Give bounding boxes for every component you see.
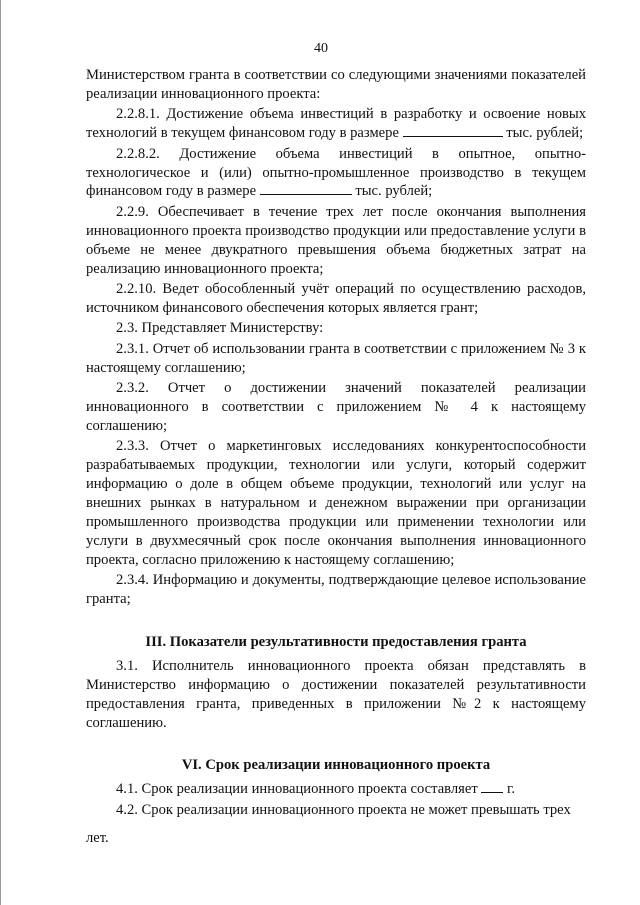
page-number: 40 <box>314 41 328 56</box>
paragraph-text: 2.2.8.1. Достижение объема инвестиций в разработку и освоение новых технологий в текущем финансовом году в размере <box>86 106 586 142</box>
paragraph-2-2-8-2 <box>86 145 586 202</box>
paragraph-3-1: 3.1. Исполнитель инновационного проекта обязан представлять в Министерство информацию о достижении показателей результативности предоставления гранта, приведенных в приложении №2 к настоящему соглашению. <box>86 657 586 731</box>
paragraph-4-2: 4.2. Срок реализации инновационного проекта не может превышать трех <box>116 801 571 818</box>
paragraph-text: 4.1. Срок реализации инновационного проекта составляет <box>116 781 478 798</box>
paragraph-2-2-10: 2.2.10. Ведет обособленный учёт операций по осуществлению расходов, источником финансового обеспечения которых является грант; <box>86 280 586 316</box>
blank-field <box>260 182 352 195</box>
paragraph-2-2-8-1 <box>86 105 586 143</box>
paragraph-intro: Министерством гранта в соответствии со следующими значениями показателей реализации инновационного проекта: <box>86 67 586 102</box>
section-heading-3: III. Показатели результативности предоставления гранта <box>145 633 527 650</box>
paragraph-2-3-4: 2.3.4. Информацию и документы, подтверждающие целевое использование гранта; <box>86 572 586 607</box>
paragraph-2-3-2: 2.3.2. Отчет о достижении значений показателей реализации инновационного в соответствии с приложением № 4 к настоящему соглашению; <box>86 380 586 434</box>
paragraph-2-3-1: 2.3.1. Отчет об использовании гранта в соответствии с приложением № 3 к настоящему соглашению; <box>86 340 586 376</box>
paragraph-2-3-3: 2.3.3. Отчет о маркетинговых исследованиях конкурентоспособности разрабатываемых продукции, технологии или услуги, который содержит информацию о доле в общем объеме продукции, технологий или услуг на внешних рынках в натуральном и денежном выражении при организации промышленного производства продукции или применении технологии или услуги в двухмесячный срок после окончания выполнения инновационного проекта, согласно приложению к настоящему соглашению; <box>86 438 586 568</box>
paragraph-2-3: 2.3. Представляет Министерству: <box>116 320 324 337</box>
paragraph-2-2-9: 2.2.9. Обеспечивает в течение трех лет после окончания выполнения инновационного проекта производство продукции или предоставление услуги в объеме не менее двукратного превышения объема бюджетных затрат на реализацию инновационного проекта; <box>86 203 586 277</box>
paragraph-4-1 <box>86 780 586 799</box>
section-heading-6: VI. Срок реализации инновационного проекта <box>181 757 491 774</box>
paragraph-text: 2.2.8.2. Достижение объема инвестиций в опытное, опытно-технологическое и (или) опытно-промышленное производство в текущем финансовом году в размере <box>86 145 586 200</box>
blank-field <box>481 780 503 793</box>
unit-text: тыс. рублей; <box>355 183 433 200</box>
unit-text: тыс. рублей; <box>506 125 584 142</box>
document-body <box>86 66 586 849</box>
unit-text: г. <box>507 781 516 798</box>
blank-field <box>403 124 503 137</box>
paragraph-4-2-end: лет. <box>86 829 109 846</box>
